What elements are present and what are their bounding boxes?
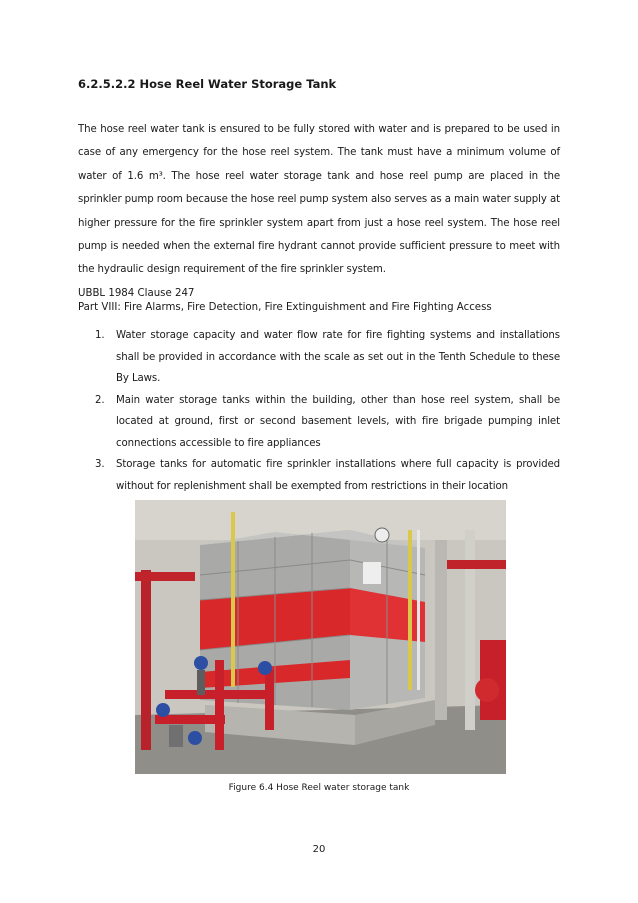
background-pipe — [141, 570, 151, 750]
background-pipe — [435, 540, 447, 720]
pump-motor — [475, 678, 499, 702]
tank-illustration — [135, 500, 506, 774]
level-gauge — [408, 530, 412, 690]
list-item — [95, 454, 560, 497]
valve-icon — [188, 731, 202, 745]
supply-pipe — [265, 670, 274, 730]
valve-icon — [156, 703, 170, 717]
clause-part: Part VIII: Fire Alarms, Fire Detection, Fire Extinguishment and Fire Fighting Access — [78, 302, 492, 313]
valve-icon — [258, 661, 272, 675]
pressure-gauge-icon — [375, 528, 389, 542]
list-item-number: 1. — [95, 330, 105, 341]
background-pipe — [447, 560, 506, 569]
list-item-number: 3. — [95, 459, 105, 470]
level-gauge — [231, 512, 235, 687]
tank-photo — [135, 500, 506, 774]
section-heading: 6.2.5.2.2 Hose Reel Water Storage Tank — [78, 77, 337, 91]
list-item-text: Water storage capacity and water flow rate for fire fighting systems and installations shall be provided in accordance with the scale as set out in the Tenth Schedule to these By Laws. — [116, 330, 560, 384]
list-item — [95, 325, 560, 390]
valve-body — [197, 670, 205, 695]
list-item-text: Main water storage tanks within the building, other than hose reel system, shall be located at ground, first or second basement levels, with fire brigade pumping inlet connections accessible to fire appliances — [116, 394, 560, 449]
clause-list — [95, 325, 560, 497]
background-pipe — [135, 572, 195, 581]
valve-icon — [194, 656, 208, 670]
level-gauge — [417, 530, 420, 690]
supply-pipe — [215, 660, 224, 750]
list-item — [95, 390, 560, 455]
valve-body — [169, 725, 183, 747]
figure-caption: Figure 6.4 Hose Reel water storage tank — [228, 783, 410, 793]
tank-label — [363, 562, 381, 584]
body-paragraph: The hose reel water tank is ensured to be fully stored with water and is prepared to be used in case of any emergency for the hose reel system. The tank must have a minimum volume of water of 1.6 m³. The hose reel water storage tank and hose reel pump are placed in the sprinkler pump room because the hose reel pump system also serves as a main water supply at higher pressure for the fire sprinkler system apart from just a hose reel system. The hose reel pump is needed when the external fire hydrant cannot provide sufficient pressure to meet with the hydraulic design requirement of the fire sprinkler system. — [78, 124, 560, 276]
list-item-text: Storage tanks for automatic fire sprinkler installations where full capacity is provided without for replenishment shall be exempted from restrictions in their location — [116, 459, 560, 492]
page-number: 20 — [312, 844, 326, 855]
clause-title: UBBL 1984 Clause 247 — [78, 288, 195, 299]
list-item-number: 2. — [95, 394, 105, 406]
